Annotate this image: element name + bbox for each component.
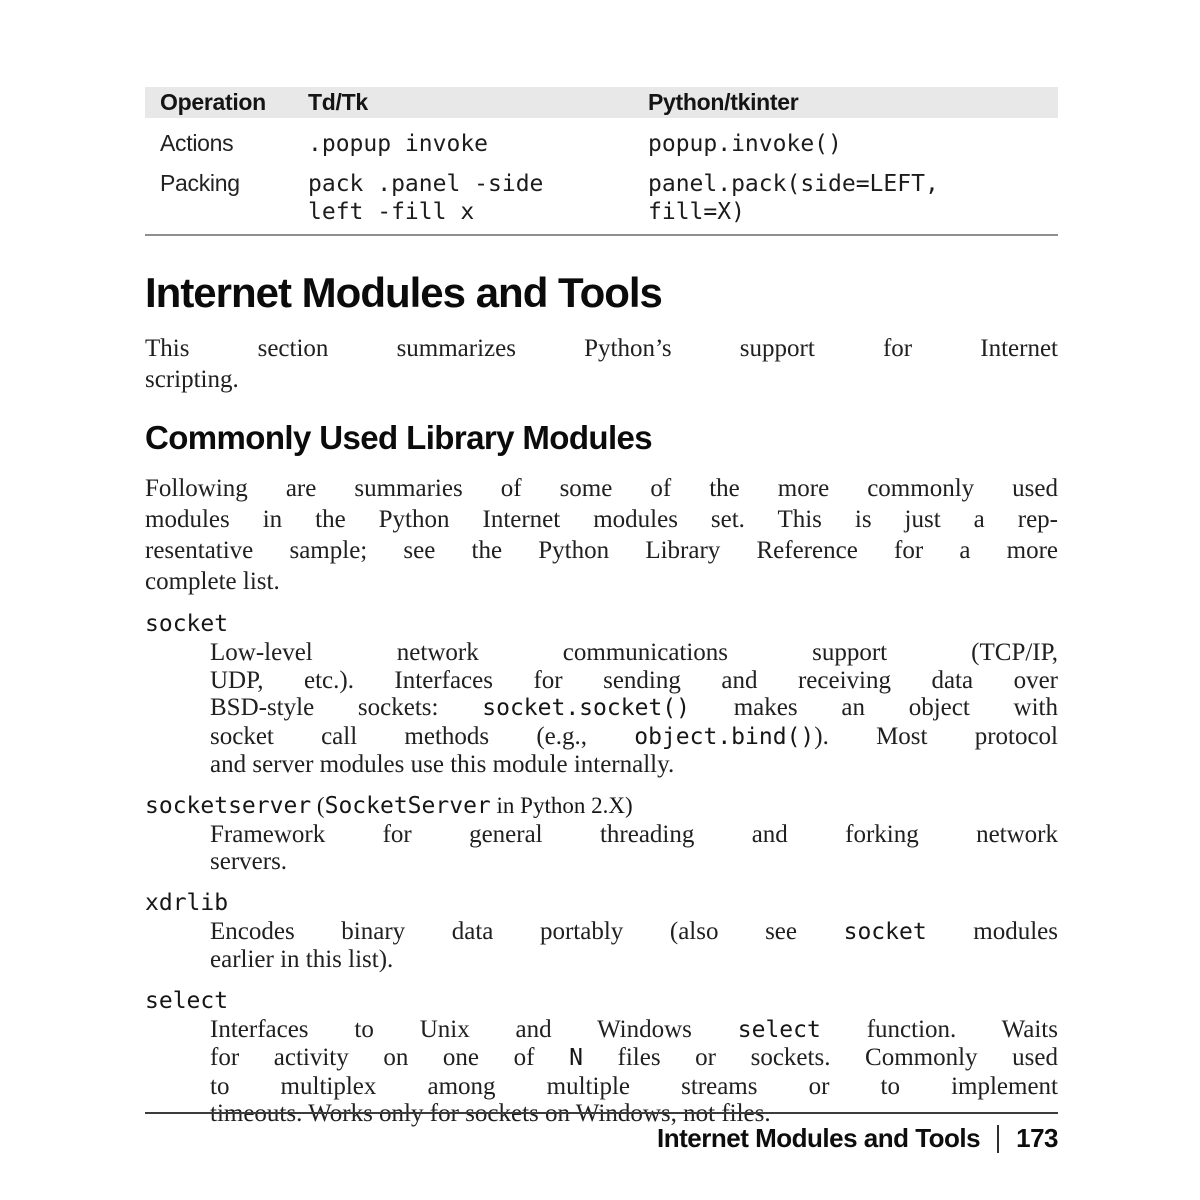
code-line: .popup invoke <box>308 131 489 157</box>
inline-text: and server modules use this module internally. <box>210 751 675 778</box>
code-line: panel.pack(side=LEFT, <box>648 171 939 197</box>
python-cell <box>648 170 1058 226</box>
inline-code: N <box>569 1045 583 1071</box>
inline-text: timeouts. Works only for sockets on Windows, not files. <box>210 1100 771 1127</box>
subsection-title: Commonly Used Library Modules <box>145 419 653 456</box>
paragraph-line: modules in the Python Internet modules set. This is just a rep- <box>145 506 1058 533</box>
inline-text: socket call methods (e.g., <box>210 722 635 750</box>
inline-text: servers. <box>210 848 288 875</box>
module-description <box>210 918 1058 974</box>
description-line <box>210 639 1058 667</box>
footer-separator <box>997 1125 999 1153</box>
module-description <box>210 821 1058 876</box>
module-term <box>145 888 1058 918</box>
module-term <box>145 791 1058 821</box>
tk-comparison-table <box>145 87 1058 236</box>
operation-cell: Packing <box>160 170 240 196</box>
footer-page-number: 173 <box>1016 1123 1058 1153</box>
module-entry-select <box>145 986 1058 1128</box>
module-list <box>145 609 1058 1128</box>
inline-text: Interfaces to Unix and Windows <box>210 1015 738 1043</box>
inline-code: socket <box>843 918 927 945</box>
table-row-actions <box>145 130 1058 158</box>
inline-text: in Python 2.X) <box>490 792 633 818</box>
column-header-operation: Operation <box>160 89 266 115</box>
paragraph-line: resentative sample; see the Python Library Reference for a more <box>145 537 1058 564</box>
description-line <box>210 667 1058 695</box>
description-line <box>210 751 1058 779</box>
module-entry-socket <box>145 609 1058 779</box>
footer-text <box>145 1123 1058 1154</box>
inline-text: to multiplex among multiple streams or to implement <box>210 1072 1058 1100</box>
inline-code: socket <box>145 611 229 637</box>
subsection-intro-paragraph <box>145 473 1058 597</box>
inline-text: files or sockets. Commonly used <box>582 1044 1058 1071</box>
inline-code: select <box>145 987 229 1014</box>
module-description <box>210 639 1058 779</box>
section-intro-paragraph <box>145 333 1058 395</box>
description-line <box>210 1016 1058 1045</box>
description-line <box>210 946 1058 974</box>
inline-code: SocketServer <box>324 792 491 819</box>
column-header-tdtk: Td/Tk <box>308 89 368 115</box>
inline-code: object.bind() <box>634 723 815 750</box>
inline-text: UDP, etc.). Interfaces for sending and receiving data over <box>210 666 1058 694</box>
code-line: popup.invoke() <box>648 131 842 157</box>
description-line <box>210 821 1058 849</box>
inline-text: ( <box>311 792 325 818</box>
description-line <box>210 694 1058 723</box>
module-entry-xdrlib <box>145 888 1058 974</box>
module-term <box>145 609 1058 639</box>
paragraph-line: scripting. <box>145 366 239 393</box>
code-line: left -fill x <box>308 199 475 225</box>
tdtk-cell <box>308 170 648 226</box>
description-line <box>210 1073 1058 1101</box>
inline-code: select <box>737 1016 821 1043</box>
inline-text: Encodes binary data portably (also see <box>210 917 844 945</box>
inline-text: function. Waits <box>820 1015 1058 1043</box>
table-row-packing <box>145 170 1058 226</box>
paragraph-line: complete list. <box>145 568 280 595</box>
inline-text: makes an object with <box>689 694 1059 721</box>
inline-code: socket.socket() <box>482 695 690 721</box>
description-line <box>210 918 1058 947</box>
inline-text: ). Most protocol <box>814 722 1059 750</box>
column-header-python-tkinter: Python/tkinter <box>648 89 799 115</box>
table-bottom-rule <box>145 234 1058 236</box>
page-footer <box>145 1112 1058 1154</box>
inline-code: socketserver <box>145 792 312 819</box>
page-content <box>145 87 1058 1128</box>
inline-text: for activity on one of <box>210 1044 570 1071</box>
code-line: fill=X) <box>648 199 745 225</box>
operation-cell: Actions <box>160 130 234 156</box>
table-header-row <box>145 87 1058 118</box>
code-line: pack .panel -side <box>308 171 544 197</box>
inline-text: Low-level network communications support (TCP/IP, <box>210 639 1058 666</box>
module-term <box>145 986 1058 1016</box>
inline-text: Framework for general threading and forking network <box>210 820 1058 848</box>
paragraph-line: This section summarizes Python’s support for Internet <box>145 335 1058 362</box>
inline-text: BSD-style sockets: <box>210 694 483 721</box>
paragraph-line: Following are summaries of some of the more commonly used <box>145 475 1058 502</box>
module-entry-socketserver <box>145 791 1058 876</box>
description-line <box>210 1044 1058 1073</box>
inline-text: earlier in this list). <box>210 946 394 973</box>
footer-rule <box>145 1112 1058 1114</box>
tdtk-cell <box>308 130 648 158</box>
module-description <box>210 1016 1058 1128</box>
description-line <box>210 723 1058 752</box>
footer-section-title: Internet Modules and Tools <box>657 1123 981 1153</box>
inline-text: modules <box>926 917 1058 945</box>
python-cell <box>648 130 1058 158</box>
description-line <box>210 848 1058 876</box>
section-title: Internet Modules and Tools <box>145 269 662 316</box>
inline-code: xdrlib <box>145 889 229 916</box>
